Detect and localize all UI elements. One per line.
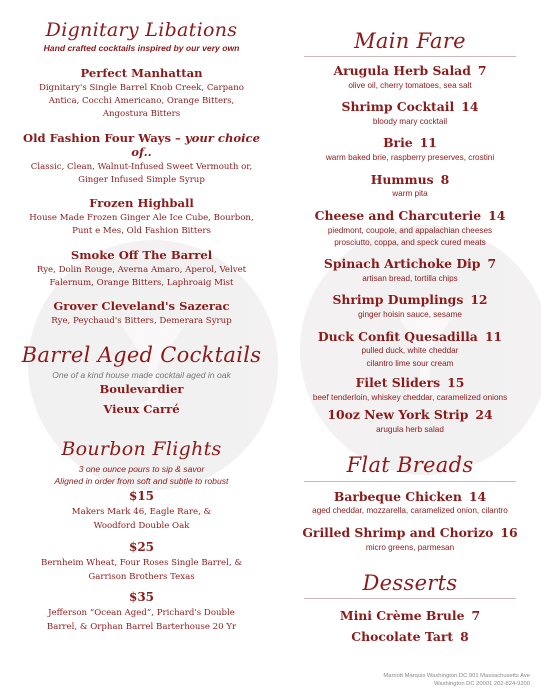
item-description <box>14 315 269 328</box>
flight-description <box>14 506 269 534</box>
menu-item <box>14 249 269 291</box>
item-description: prosciutto, coppa, and speck cured meats <box>334 237 486 247</box>
item-price: 7 <box>477 63 487 79</box>
item-name-text: Shrimp Cocktail <box>341 99 455 115</box>
item-name-text: Brie <box>383 135 413 151</box>
item-price: 12 <box>470 292 488 308</box>
item-description: warm baked brie, raspberry preserves, crostini <box>325 153 495 163</box>
item-name: Boulevardier <box>99 381 184 396</box>
item-price: 16 <box>500 524 518 540</box>
desc-line: Punt e Mes, Old Fashion Bitters <box>72 226 211 237</box>
desc-line: Antica, Cocchi Americano, Orange Bitters, <box>48 96 235 107</box>
section-subtitle: One of a kind house made cocktail aged in oak <box>52 369 231 380</box>
menu-item <box>290 173 530 201</box>
item-description: artisan bread, tortilla chips <box>362 274 458 284</box>
section-divider <box>304 481 515 482</box>
item-name <box>290 408 530 423</box>
menu-item <box>290 408 530 436</box>
flight-price: $15 <box>128 489 155 504</box>
item-price: 7 <box>487 256 497 272</box>
flight-price: $35 <box>128 590 155 605</box>
section-subtitle: 3 one ounce pours to sip & savor <box>78 464 205 475</box>
menu-item <box>290 136 530 164</box>
item-description <box>14 82 269 122</box>
desc-line: Ginger Infused Simple Syrup <box>78 174 205 185</box>
section-title: Main Fare <box>354 29 466 53</box>
item-name-text: Spinach Artichoke Dip <box>323 256 481 272</box>
item-description: warm pita <box>392 189 428 199</box>
item-name: Grover Cleveland's Sazerac <box>53 299 230 314</box>
menu-item <box>290 100 530 128</box>
section-divider <box>304 56 515 57</box>
item-description: aged cheddar, mozzarella, caramelized onion, cilantro <box>312 506 508 516</box>
item-description: pulled duck, white cheddar <box>361 346 459 356</box>
desc-line: Jefferson “Ocean Aged”, Prichard's Double <box>48 608 235 619</box>
item-name <box>290 376 530 391</box>
flat-breads-section <box>290 454 530 553</box>
section-subtitle: Aligned in order from soft and subtle to robust <box>54 475 229 486</box>
item-description: olive oil, cherry tomatoes, sea salt <box>348 80 472 90</box>
item-name: Perfect Manhattan <box>80 65 203 80</box>
flight-price: $25 <box>128 539 155 554</box>
desserts-section <box>290 572 530 645</box>
item-price: 8 <box>460 628 469 644</box>
item-name <box>290 630 530 645</box>
section-divider <box>304 598 515 599</box>
item-description: bloody mary cocktail <box>372 117 448 127</box>
menu-item <box>14 132 269 187</box>
item-name <box>290 257 530 272</box>
item-price: 24 <box>475 407 493 423</box>
menu-item <box>290 257 530 285</box>
desc-line: Falernum, Orange Bitters, Laphroaig Mist <box>49 277 234 288</box>
item-price: 11 <box>484 328 503 344</box>
bourbon-flights-section <box>14 439 269 635</box>
item-name-text: Old Fashion Four Ways – <box>23 130 185 145</box>
item-name <box>290 136 530 151</box>
menu-item <box>290 490 530 518</box>
menu-item <box>14 197 269 239</box>
menu-item <box>290 526 530 554</box>
item-description <box>14 264 269 291</box>
item-name: Vieux Carré <box>103 402 180 417</box>
item-description: cilantro lime sour cream <box>366 358 454 368</box>
item-name-text: Duck Confit Quesadilla <box>317 328 478 344</box>
item-description: micro greens, parmesan <box>365 542 455 552</box>
section-title: Barrel Aged Cocktails <box>21 343 262 368</box>
item-name <box>290 526 530 541</box>
item-name <box>290 100 530 115</box>
right-column <box>290 30 530 645</box>
desc-line: Barrel, & Orphan Barrel Barterhouse 20 Yr <box>46 622 237 633</box>
menu-item <box>290 209 530 249</box>
footer-address <box>300 672 530 688</box>
item-name-text: Barbeque Chicken <box>333 488 462 504</box>
item-name: Frozen Highball <box>89 196 194 211</box>
item-name-text: Chocolate Tart <box>351 628 454 644</box>
item-name-text: Hummus <box>370 171 434 187</box>
item-name <box>290 490 530 505</box>
footer-line: Washington DC 20001 202-824-9200 <box>434 681 530 688</box>
menu-item <box>14 300 269 328</box>
item-name <box>290 330 530 345</box>
section-subtitle: Hand crafted cocktails inspired by our very own <box>43 42 240 53</box>
left-column <box>14 20 269 635</box>
item-price: 8 <box>440 171 450 187</box>
item-name-text: 10oz New York Strip <box>327 407 469 423</box>
desc-line: Rye, Dolin Rouge, Averna Amaro, Aperol, Velvet <box>36 264 247 275</box>
footer-line: Marriott Marquis Washington DC 901 Massachusetts Ave <box>383 673 530 679</box>
desc-line: Bernheim Wheat, Four Roses Single Barrel, & <box>41 557 242 568</box>
item-name <box>290 609 530 624</box>
item-price: 14 <box>468 488 487 504</box>
desc-line: House Made Frozen Ginger Ale Ice Cube, Bourbon, <box>29 213 254 224</box>
desc-line: Woodford Double Oak <box>93 521 190 532</box>
item-description <box>14 212 269 239</box>
item-price: 11 <box>419 135 437 151</box>
item-name <box>290 293 530 308</box>
desc-line: Rye, Peychaud's Bitters, Demerara Syrup <box>51 316 232 327</box>
dignitary-libations-section <box>14 20 269 328</box>
item-price: 14 <box>488 207 506 223</box>
item-name-text: Arugula Herb Salad <box>333 63 471 79</box>
section-title: Dignitary Libations <box>45 19 238 41</box>
menu-item <box>14 67 269 122</box>
menu-item <box>290 64 530 92</box>
item-name <box>14 132 269 160</box>
item-description: beef tenderloin, whiskey cheddar, caramelized onions <box>312 392 508 402</box>
desc-line: Angostura Bitters <box>102 109 181 120</box>
section-title: Flat Breads <box>346 453 474 478</box>
flight-description <box>14 557 269 585</box>
item-name-text: Shrimp Dumplings <box>332 292 464 308</box>
item-price: 14 <box>461 99 479 115</box>
item-name-text: Grilled Shrimp and Chorizo <box>302 524 494 540</box>
menu-item <box>290 330 530 370</box>
flight-description <box>14 607 269 635</box>
menu-item <box>290 376 530 404</box>
item-description: piedmont, coupole, and appalachian cheeses <box>327 225 493 235</box>
item-price: 7 <box>471 607 481 623</box>
item-name-text: Cheese and Charcuterie <box>314 207 482 223</box>
item-description <box>14 161 269 188</box>
desc-line: Dignitary's Single Barrel Knob Creek, Carpano <box>39 82 244 93</box>
item-price: 15 <box>447 375 465 391</box>
desc-line: Makers Mark 46, Eagle Rare, & <box>71 507 212 518</box>
barrel-aged-section <box>14 344 269 417</box>
section-title: Desserts <box>362 570 458 595</box>
desc-line: Garrison Brothers Texas <box>88 571 195 582</box>
item-name <box>290 64 530 79</box>
item-name: Smoke Off The Barrel <box>70 247 213 262</box>
section-title: Bourbon Flights <box>61 438 222 461</box>
item-name <box>290 209 530 224</box>
item-description: arugula herb salad <box>376 425 444 435</box>
item-name <box>290 173 530 188</box>
desc-line: Classic, Clean, Walnut-Infused Sweet Vermouth or, <box>30 161 253 172</box>
menu-item <box>290 293 530 321</box>
item-name-text: Filet Sliders <box>355 375 441 391</box>
item-choice-text: your choice of.. <box>131 130 260 159</box>
main-fare-section <box>290 30 530 436</box>
item-name-text: Mini Crème Brule <box>339 607 465 623</box>
item-description: ginger hoisin sauce, sesame <box>358 310 462 320</box>
menu-item <box>290 609 530 624</box>
menu-item <box>290 630 530 645</box>
